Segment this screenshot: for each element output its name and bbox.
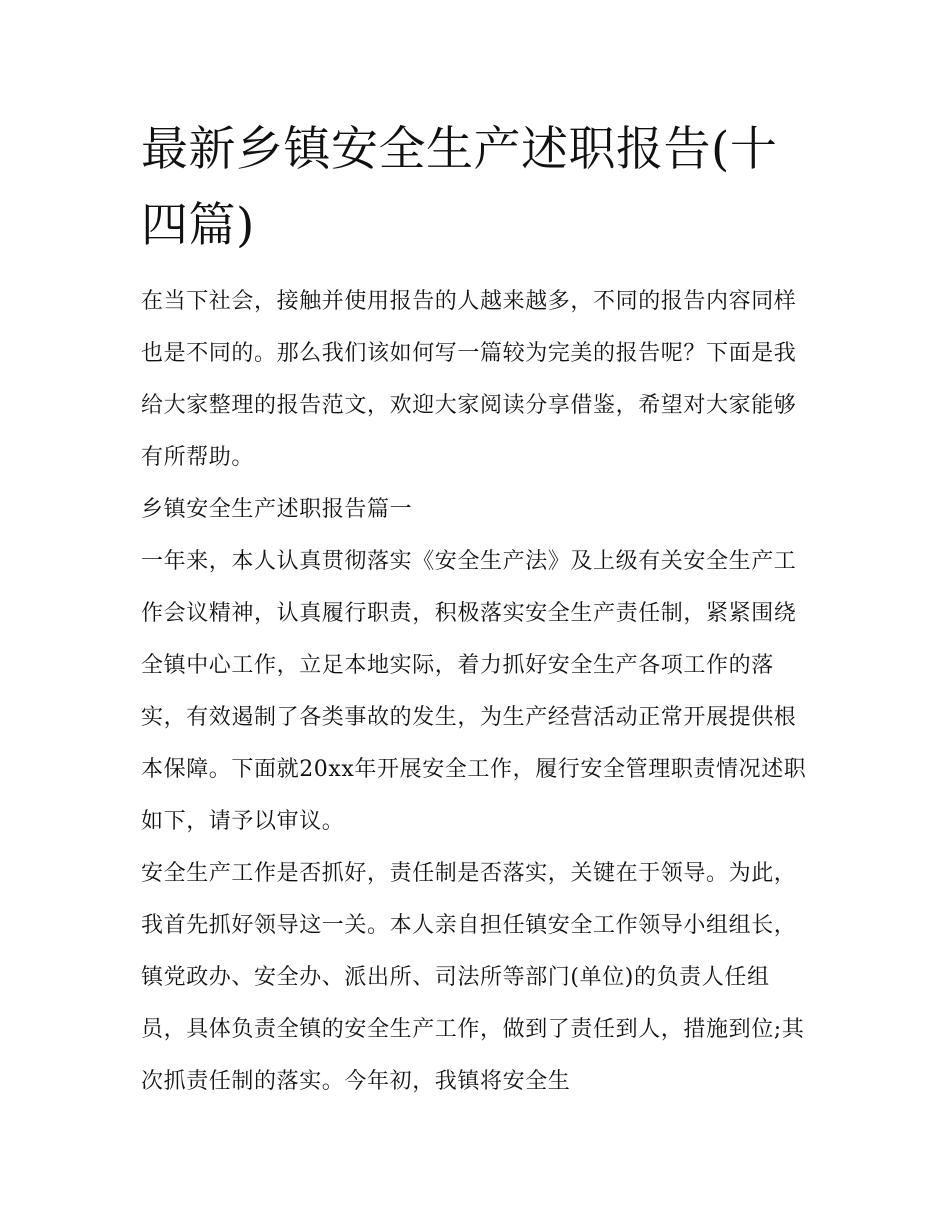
document-page: [141, 112, 813, 1108]
body-paragraph-2: 安全生产工作是否抓好，责任制是否落实，关键在于领导。为此，我首先抓好领导这一关。本人亲自担任镇安全工作领导小组组长，镇党政办、安全办、派出所、司法所等部门(单位)的负责人任组员，具体负责全镇的安全生产工作，做到了责任到人，措施到位;其次抓责任制的落实。今年初，我镇将安全生: [141, 861, 805, 1094]
intro-paragraph: 在当下社会，接触并使用报告的人越来越多，不同的报告内容同样也是不同的。那么我们该如何写一篇较为完美的报告呢？下面是我给大家整理的报告范文，欢迎大家阅读分享借鉴，希望对大家能够有所帮助。: [141, 289, 797, 470]
body-paragraph-1: 一年来，本人认真贯彻落实《安全生产法》及上级有关安全生产工作会议精神，认真履行职责，积极落实安全生产责任制，紧紧围绕全镇中心工作，立足本地实际，着力抓好安全生产各项工作的落实，有效遏制了各类事故的发生，为生产经营活动正常开展提供根本保障。下面就20xx年开展安全工作，履行安全管理职责情况述职如下，请予以审议。: [141, 549, 807, 834]
document-title: 最新乡镇安全生产述职报告(十四篇): [141, 122, 778, 253]
section-heading: 乡镇安全生产述职报告篇一: [141, 497, 413, 522]
